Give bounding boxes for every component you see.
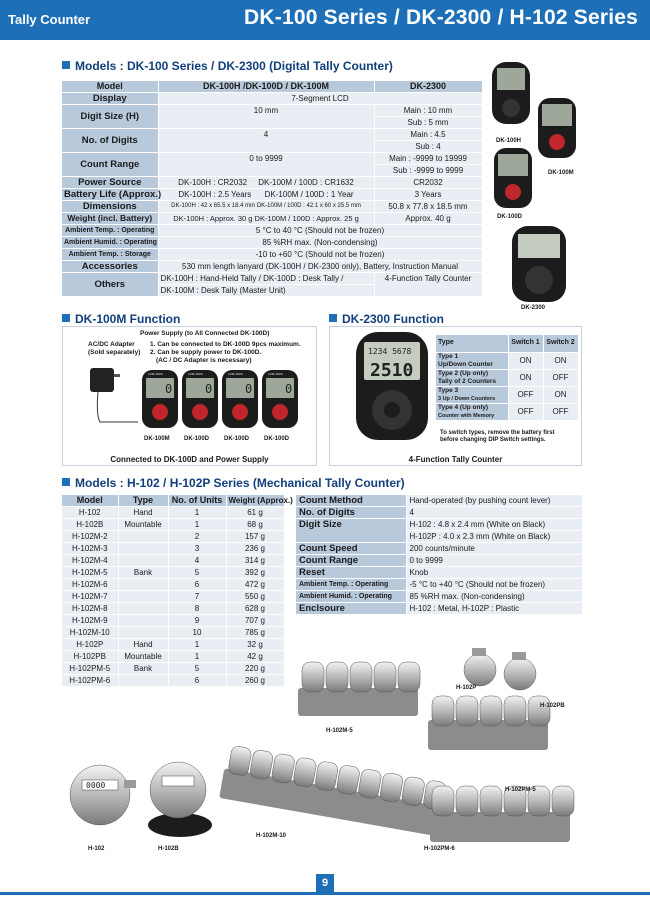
unit-brand-label: LINE SEIKI bbox=[148, 372, 164, 376]
unit-display-digit: 0 bbox=[205, 382, 213, 396]
model-cell-u: 5 bbox=[168, 567, 226, 579]
model-cell-w: 220 g bbox=[226, 663, 284, 675]
model-cell-m: H-102M-4 bbox=[62, 555, 118, 567]
dk2300-photo bbox=[354, 330, 430, 442]
col-model: Model bbox=[62, 81, 158, 93]
value-others-a1: DK-100H : Hand-Held Tally / DK-100D : Desk Tally / bbox=[158, 273, 374, 285]
label-display: Display bbox=[62, 93, 158, 105]
model-cell-u: 10 bbox=[168, 627, 226, 639]
section-title-digital: Models : DK-100 Series / DK-2300 (Digital Tally Counter) bbox=[62, 59, 393, 73]
label-dimensions: Dimensions bbox=[62, 201, 158, 213]
switch-note-2: before changing DIP Switch settings. bbox=[440, 437, 546, 443]
power-supply-title: Power Supply (to All Connected DK-100D) bbox=[140, 330, 270, 337]
table-row bbox=[62, 519, 284, 531]
label-h102pb: H-102PB bbox=[540, 703, 565, 709]
col-switch1: Switch 1 bbox=[508, 335, 543, 352]
model-cell-m: H-102P bbox=[62, 639, 118, 651]
value-count-range-b1: Main : -9999 to 19999 bbox=[374, 153, 482, 165]
label-h102: H-102 bbox=[88, 846, 105, 852]
h102-counter-digits: 0000 bbox=[86, 781, 106, 790]
model-cell-m: H-102M-7 bbox=[62, 591, 118, 603]
mechanical-counters-photo bbox=[60, 640, 590, 865]
model-cell-t: Mountable bbox=[118, 519, 168, 531]
value-accessories: 530 mm length lanyard (DK-100H / DK-2300 only), Battery, Instruction Manual bbox=[158, 261, 482, 273]
unit-display-digit: 0 bbox=[245, 382, 253, 396]
model-cell-w: 707 g bbox=[226, 615, 284, 627]
value-count-speed: 200 counts/minute bbox=[406, 543, 582, 555]
model-cell-m: H-102PM-5 bbox=[62, 663, 118, 675]
model-cell-u: 5 bbox=[168, 663, 226, 675]
m-note-3: (AC / DC Adapter is necessary) bbox=[156, 357, 252, 364]
model-cell-u: 1 bbox=[168, 507, 226, 519]
square-bullet-icon bbox=[329, 314, 337, 322]
model-cell-u: 2 bbox=[168, 531, 226, 543]
model-cell-t bbox=[118, 591, 168, 603]
label-mech-count-range: Count Range bbox=[296, 555, 406, 567]
label-mech-humid: Ambient Humid. : Operating bbox=[296, 591, 406, 603]
model-cell-m: H-102M-6 bbox=[62, 579, 118, 591]
model-cell-t bbox=[118, 579, 168, 591]
label-amb-humid: Ambient Humid. : Operating bbox=[62, 237, 158, 249]
model-cell-w: 42 g bbox=[226, 651, 284, 663]
model-cell-m: H-102PB bbox=[62, 651, 118, 663]
square-bullet-icon bbox=[62, 314, 70, 322]
table-row: Type 1 Up/Down Counter ON ON bbox=[436, 352, 578, 369]
model-cell-t: Mountable bbox=[118, 651, 168, 663]
page-header bbox=[0, 0, 650, 40]
section-title-dk2300: DK-2300 Function bbox=[329, 312, 444, 326]
h102m5-bank bbox=[298, 662, 420, 716]
model-cell-t: Hand bbox=[118, 507, 168, 519]
model-cell-t bbox=[118, 531, 168, 543]
unit-label-3: DK-100D bbox=[224, 436, 250, 442]
model-cell-w: 260 g bbox=[226, 675, 284, 687]
value-digit-size-b1: Main : 10 mm bbox=[374, 105, 482, 117]
model-cell-t: Bank bbox=[118, 567, 168, 579]
label-dk100h: DK-100H bbox=[496, 138, 522, 144]
value-digits-a: 4 bbox=[158, 129, 374, 153]
label-h102pm6: H-102PM-6 bbox=[424, 846, 455, 852]
digital-counters-photo bbox=[486, 60, 586, 316]
unit-brand-label: LINE SEIKI bbox=[228, 372, 244, 376]
unit-brand-label: LINE SEIKI bbox=[268, 372, 284, 376]
table-row bbox=[62, 579, 284, 591]
page-number: 9 bbox=[316, 874, 334, 892]
model-cell-w: 472 g bbox=[226, 579, 284, 591]
label-h102m10: H-102M-10 bbox=[256, 833, 287, 839]
model-cell-w: 32 g bbox=[226, 639, 284, 651]
model-cell-w: 550 g bbox=[226, 591, 284, 603]
table-row bbox=[62, 543, 284, 555]
value-battery-a: DK-100H : 2.5 Years DK-100M / 100D : 1 Year bbox=[158, 189, 374, 201]
model-cell-w: 157 g bbox=[226, 531, 284, 543]
m-note-1: 1. Can be connected to DK-100D 9pcs maximum. bbox=[150, 341, 301, 348]
connected-units-illustration bbox=[86, 360, 316, 435]
value-others-a2: DK-100M : Desk Tally (Master Unit) bbox=[158, 285, 374, 297]
value-dimensions-b: 50.8 x 77.8 x 18.5 mm bbox=[374, 201, 482, 213]
col-switch2: Switch 2 bbox=[543, 335, 578, 352]
table-row bbox=[62, 615, 284, 627]
unit-label-2: DK-100D bbox=[184, 436, 210, 442]
bottom-bar bbox=[0, 892, 650, 895]
value-amb-temp: 5 °C to 40 °C (Should not be frozen) bbox=[158, 225, 482, 237]
model-cell-m: H-102M-2 bbox=[62, 531, 118, 543]
value-mech-count-range: 0 to 9999 bbox=[406, 555, 582, 567]
value-mech-humid: 85 %RH max. (Non-condensing) bbox=[406, 591, 582, 603]
model-cell-u: 1 bbox=[168, 639, 226, 651]
model-cell-u: 6 bbox=[168, 579, 226, 591]
col-type: Type bbox=[436, 335, 508, 352]
label-dk100m: DK-100M bbox=[548, 170, 574, 176]
square-bullet-icon bbox=[62, 61, 70, 69]
model-cell-t bbox=[118, 627, 168, 639]
value-display: 7-Segment LCD bbox=[158, 93, 482, 105]
dk2300-caption: 4-Function Tally Counter bbox=[408, 455, 503, 464]
value-weight-b: Approx. 40 g bbox=[374, 213, 482, 225]
value-others-b: 4-Function Tally Counter bbox=[374, 273, 482, 297]
value-power-a: DK-100H : CR2032 DK-100M / 100D : CR1632 bbox=[158, 177, 374, 189]
value-mech-digit-size-2: H-102P : 4.0 x 2.3 mm (White on Black) bbox=[406, 531, 582, 543]
value-enclosure: H-102 : Metal, H-102P : Plastic bbox=[406, 603, 582, 615]
model-cell-t: Hand bbox=[118, 639, 168, 651]
col-type: Type bbox=[118, 495, 168, 507]
table-row bbox=[62, 627, 284, 639]
table-row bbox=[62, 507, 284, 519]
square-bullet-icon bbox=[62, 478, 70, 486]
value-mech-temp: -5 °C to +40 °C (Should not be frozen) bbox=[406, 579, 582, 591]
label-amb-storage: Ambient Temp. : Storage bbox=[62, 249, 158, 261]
label-battery: Battery Life (Approx.) bbox=[64, 189, 162, 200]
model-cell-u: 1 bbox=[168, 651, 226, 663]
model-cell-w: 314 g bbox=[226, 555, 284, 567]
value-digits-b2: Sub : 4 bbox=[374, 141, 482, 153]
value-digit-size-b2: Sub : 5 mm bbox=[374, 117, 482, 129]
label-power: Power Source bbox=[62, 177, 158, 189]
value-count-method: Hand-operated (by pushing count lever) bbox=[406, 495, 582, 507]
col-dk100: DK-100H /DK-100D / DK-100M bbox=[158, 81, 374, 93]
model-cell-w: 61 g bbox=[226, 507, 284, 519]
label-count-method: Count Method bbox=[296, 495, 406, 507]
table-row: Type 4 (Up only) Counter with Memory OFF OFF bbox=[436, 403, 578, 420]
m-note-2: 2. Can be supply power to DK-100D. bbox=[150, 349, 262, 356]
lcd-main-readout: 1234 5678 bbox=[368, 347, 412, 356]
adapter-sold-separately: (Sold separately) bbox=[88, 349, 141, 356]
label-digits: No. of Digits bbox=[62, 129, 158, 153]
model-cell-w: 236 g bbox=[226, 543, 284, 555]
model-cell-m: H-102M-10 bbox=[62, 627, 118, 639]
value-digits-b1: Main : 4.5 bbox=[374, 129, 482, 141]
model-cell-m: H-102PM-6 bbox=[62, 675, 118, 687]
value-amb-storage: -10 to +60 °C (Should not be frozen) bbox=[158, 249, 482, 261]
label-mech-digits: No. of Digits bbox=[296, 507, 406, 519]
label-mech-temp: Ambient Temp. : Operating bbox=[296, 579, 406, 591]
model-cell-u: 1 bbox=[168, 519, 226, 531]
model-cell-t: Bank bbox=[118, 663, 168, 675]
model-cell-u: 8 bbox=[168, 603, 226, 615]
label-h102pm5: H-102PM-5 bbox=[505, 787, 536, 793]
label-dk2300: DK-2300 bbox=[521, 305, 546, 311]
section-title-dk100m: DK-100M Function bbox=[62, 312, 180, 326]
table-row: Type 3 3 Up / Down Counters OFF ON bbox=[436, 386, 578, 403]
section-title-mechanical: Models : H-102 / H-102P Series (Mechanical Tally Counter) bbox=[62, 476, 405, 490]
col-model: Model bbox=[62, 495, 118, 507]
table-row bbox=[62, 531, 284, 543]
value-amb-humid: 85 %RH max. (Non-condensing) bbox=[158, 237, 482, 249]
model-cell-m: H-102B bbox=[62, 519, 118, 531]
label-count-range: Count Range bbox=[62, 153, 158, 177]
unit-label-4: DK-100D bbox=[264, 436, 290, 442]
model-cell-t bbox=[118, 555, 168, 567]
dk100m-caption: Connected to DK-100D and Power Supply bbox=[110, 455, 269, 464]
col-dk2300: DK-2300 bbox=[374, 81, 482, 93]
col-units: No. of Units bbox=[168, 495, 226, 507]
dk2300-switch-table bbox=[436, 335, 579, 421]
label-dk100d: DK-100D bbox=[497, 214, 523, 220]
mechanical-spec-table bbox=[296, 495, 583, 615]
label-digit-size: Digit Size (H) bbox=[62, 105, 158, 129]
value-power-b: CR2032 bbox=[374, 177, 482, 189]
label-count-speed: Count Speed bbox=[296, 543, 406, 555]
model-cell-m: H-102 bbox=[62, 507, 118, 519]
adapter-label: AC/DC Adapter bbox=[88, 341, 135, 348]
model-cell-u: 3 bbox=[168, 543, 226, 555]
value-mech-digits: 4 bbox=[406, 507, 582, 519]
model-cell-m: H-102M-8 bbox=[62, 603, 118, 615]
table-row bbox=[62, 591, 284, 603]
lcd-big-readout: 2510 bbox=[370, 360, 414, 381]
model-cell-w: 628 g bbox=[226, 603, 284, 615]
unit-display-digit: 0 bbox=[285, 382, 293, 396]
label-accessories: Accessories bbox=[62, 261, 158, 273]
model-cell-m: H-102M-3 bbox=[62, 543, 118, 555]
label-reset: Reset bbox=[296, 567, 406, 579]
switch-note-1: To switch types, remove the battery first bbox=[440, 430, 555, 436]
value-count-range-b2: Sub : -9999 to 9999 bbox=[374, 165, 482, 177]
model-cell-u: 7 bbox=[168, 591, 226, 603]
table-row bbox=[62, 603, 284, 615]
value-count-range-a: 0 to 9999 bbox=[158, 153, 374, 177]
table-row: Type 2 (Up only) Tally of 2 Counters ON OFF bbox=[436, 369, 578, 386]
model-cell-u: 9 bbox=[168, 615, 226, 627]
unit-display-digit: 0 bbox=[165, 382, 173, 396]
model-cell-t bbox=[118, 543, 168, 555]
label-mech-digit-size: Digit Size bbox=[296, 519, 406, 543]
value-dimensions-a: DK-100H : 42 x 65.5 x 18.4 mm DK-100M / 100D : 42.1 x 60 x 25.5 mm bbox=[158, 201, 374, 213]
value-reset: Knob bbox=[406, 567, 582, 579]
category-title: Tally Counter bbox=[8, 12, 91, 27]
label-enclosure: Enclsoure bbox=[296, 603, 406, 615]
model-cell-m: H-102M-9 bbox=[62, 615, 118, 627]
table-row bbox=[62, 555, 284, 567]
label-h102m5: H-102M-5 bbox=[326, 728, 353, 734]
model-cell-w: 785 g bbox=[226, 627, 284, 639]
series-title: DK-100 Series / DK-2300 / H-102 Series bbox=[244, 6, 638, 29]
label-amb-temp: Ambient Temp. : Operating bbox=[62, 225, 158, 237]
label-others: Others bbox=[62, 273, 158, 297]
model-cell-w: 68 g bbox=[226, 519, 284, 531]
model-cell-u: 6 bbox=[168, 675, 226, 687]
label-h102p: H-102P bbox=[456, 685, 477, 691]
col-weight: Weight (Approx.) bbox=[226, 495, 284, 507]
value-battery-b: 3 Years bbox=[374, 189, 482, 201]
digital-spec-table bbox=[62, 81, 483, 297]
unit-label-1: DK-100M bbox=[144, 436, 170, 442]
label-weight: Weight (incl. Battery) bbox=[62, 213, 158, 225]
model-cell-t bbox=[118, 615, 168, 627]
model-cell-u: 4 bbox=[168, 555, 226, 567]
value-mech-digit-size-1: H-102 : 4.8 x 2.4 mm (White on Black) bbox=[406, 519, 582, 531]
model-cell-w: 392 g bbox=[226, 567, 284, 579]
unit-brand-label: LINE SEIKI bbox=[188, 372, 204, 376]
value-digit-size-a: 10 mm bbox=[158, 105, 374, 129]
value-weight-a: DK-100H : Approx. 30 g DK-100M / 100D : Approx. 25 g bbox=[158, 213, 374, 225]
table-row bbox=[62, 567, 284, 579]
model-cell-t bbox=[118, 603, 168, 615]
label-h102b: H-102B bbox=[158, 846, 179, 852]
model-cell-m: H-102M-5 bbox=[62, 567, 118, 579]
